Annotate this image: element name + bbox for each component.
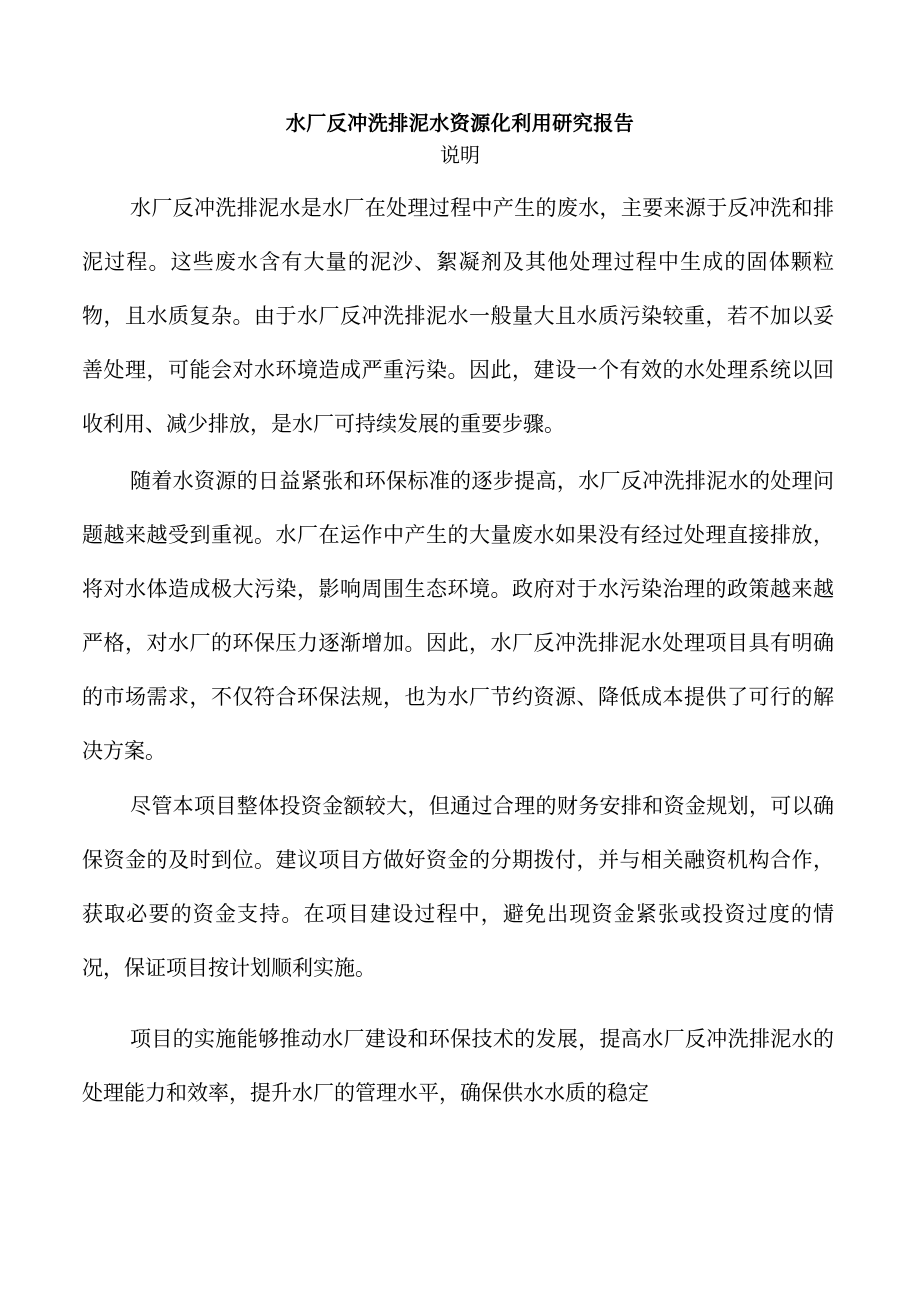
document-title: 水厂反冲洗排泥水资源化利用研究报告: [285, 111, 635, 135]
document-subtitle: 说明: [440, 143, 480, 167]
paragraph: 项目的实施能够推动水厂建设和环保技术的发展，提高水厂反冲洗排泥水的处理能力和效率，提升水厂的管理水平，确保供水水质的稳定: [82, 1027, 834, 1105]
paragraph: 尽管本项目整体投资金额较大，但通过合理的财务安排和资金规划，可以确保资金的及时到位。建议项目方做好资金的分期拨付，并与相关融资机构合作，获取必要的资金支持。在项目建设过程中，避免出现资金紧张或投资过度的情况，保证项目按计划顺利实施。: [82, 794, 834, 980]
paragraph: 水厂反冲洗排泥水是水厂在处理过程中产生的废水，主要来源于反冲洗和排泥过程。这些废水含有大量的泥沙、絮凝剂及其他处理过程中生成的固体颗粒物，且水质复杂。由于水厂反冲洗排泥水一般量大且水质污染较重，若不加以妥善处理，可能会对水环境造成严重污染。因此，建设一个有效的水处理系统以回收利用、减少排放，是水厂可持续发展的重要步骤。: [82, 196, 834, 436]
paragraph: 随着水资源的日益紧张和环保标准的逐步提高，水厂反冲洗排泥水的处理问题越来越受到重视。水厂在运作中产生的大量废水如果没有经过处理直接排放，将对水体造成极大污染，影响周围生态环境。政府对于水污染治理的政策越来越严格，对水厂的环保压力逐渐增加。因此，水厂反冲洗排泥水处理项目具有明确的市场需求，不仅符合环保法规，也为水厂节约资源、降低成本提供了可行的解决方案。: [82, 469, 834, 763]
